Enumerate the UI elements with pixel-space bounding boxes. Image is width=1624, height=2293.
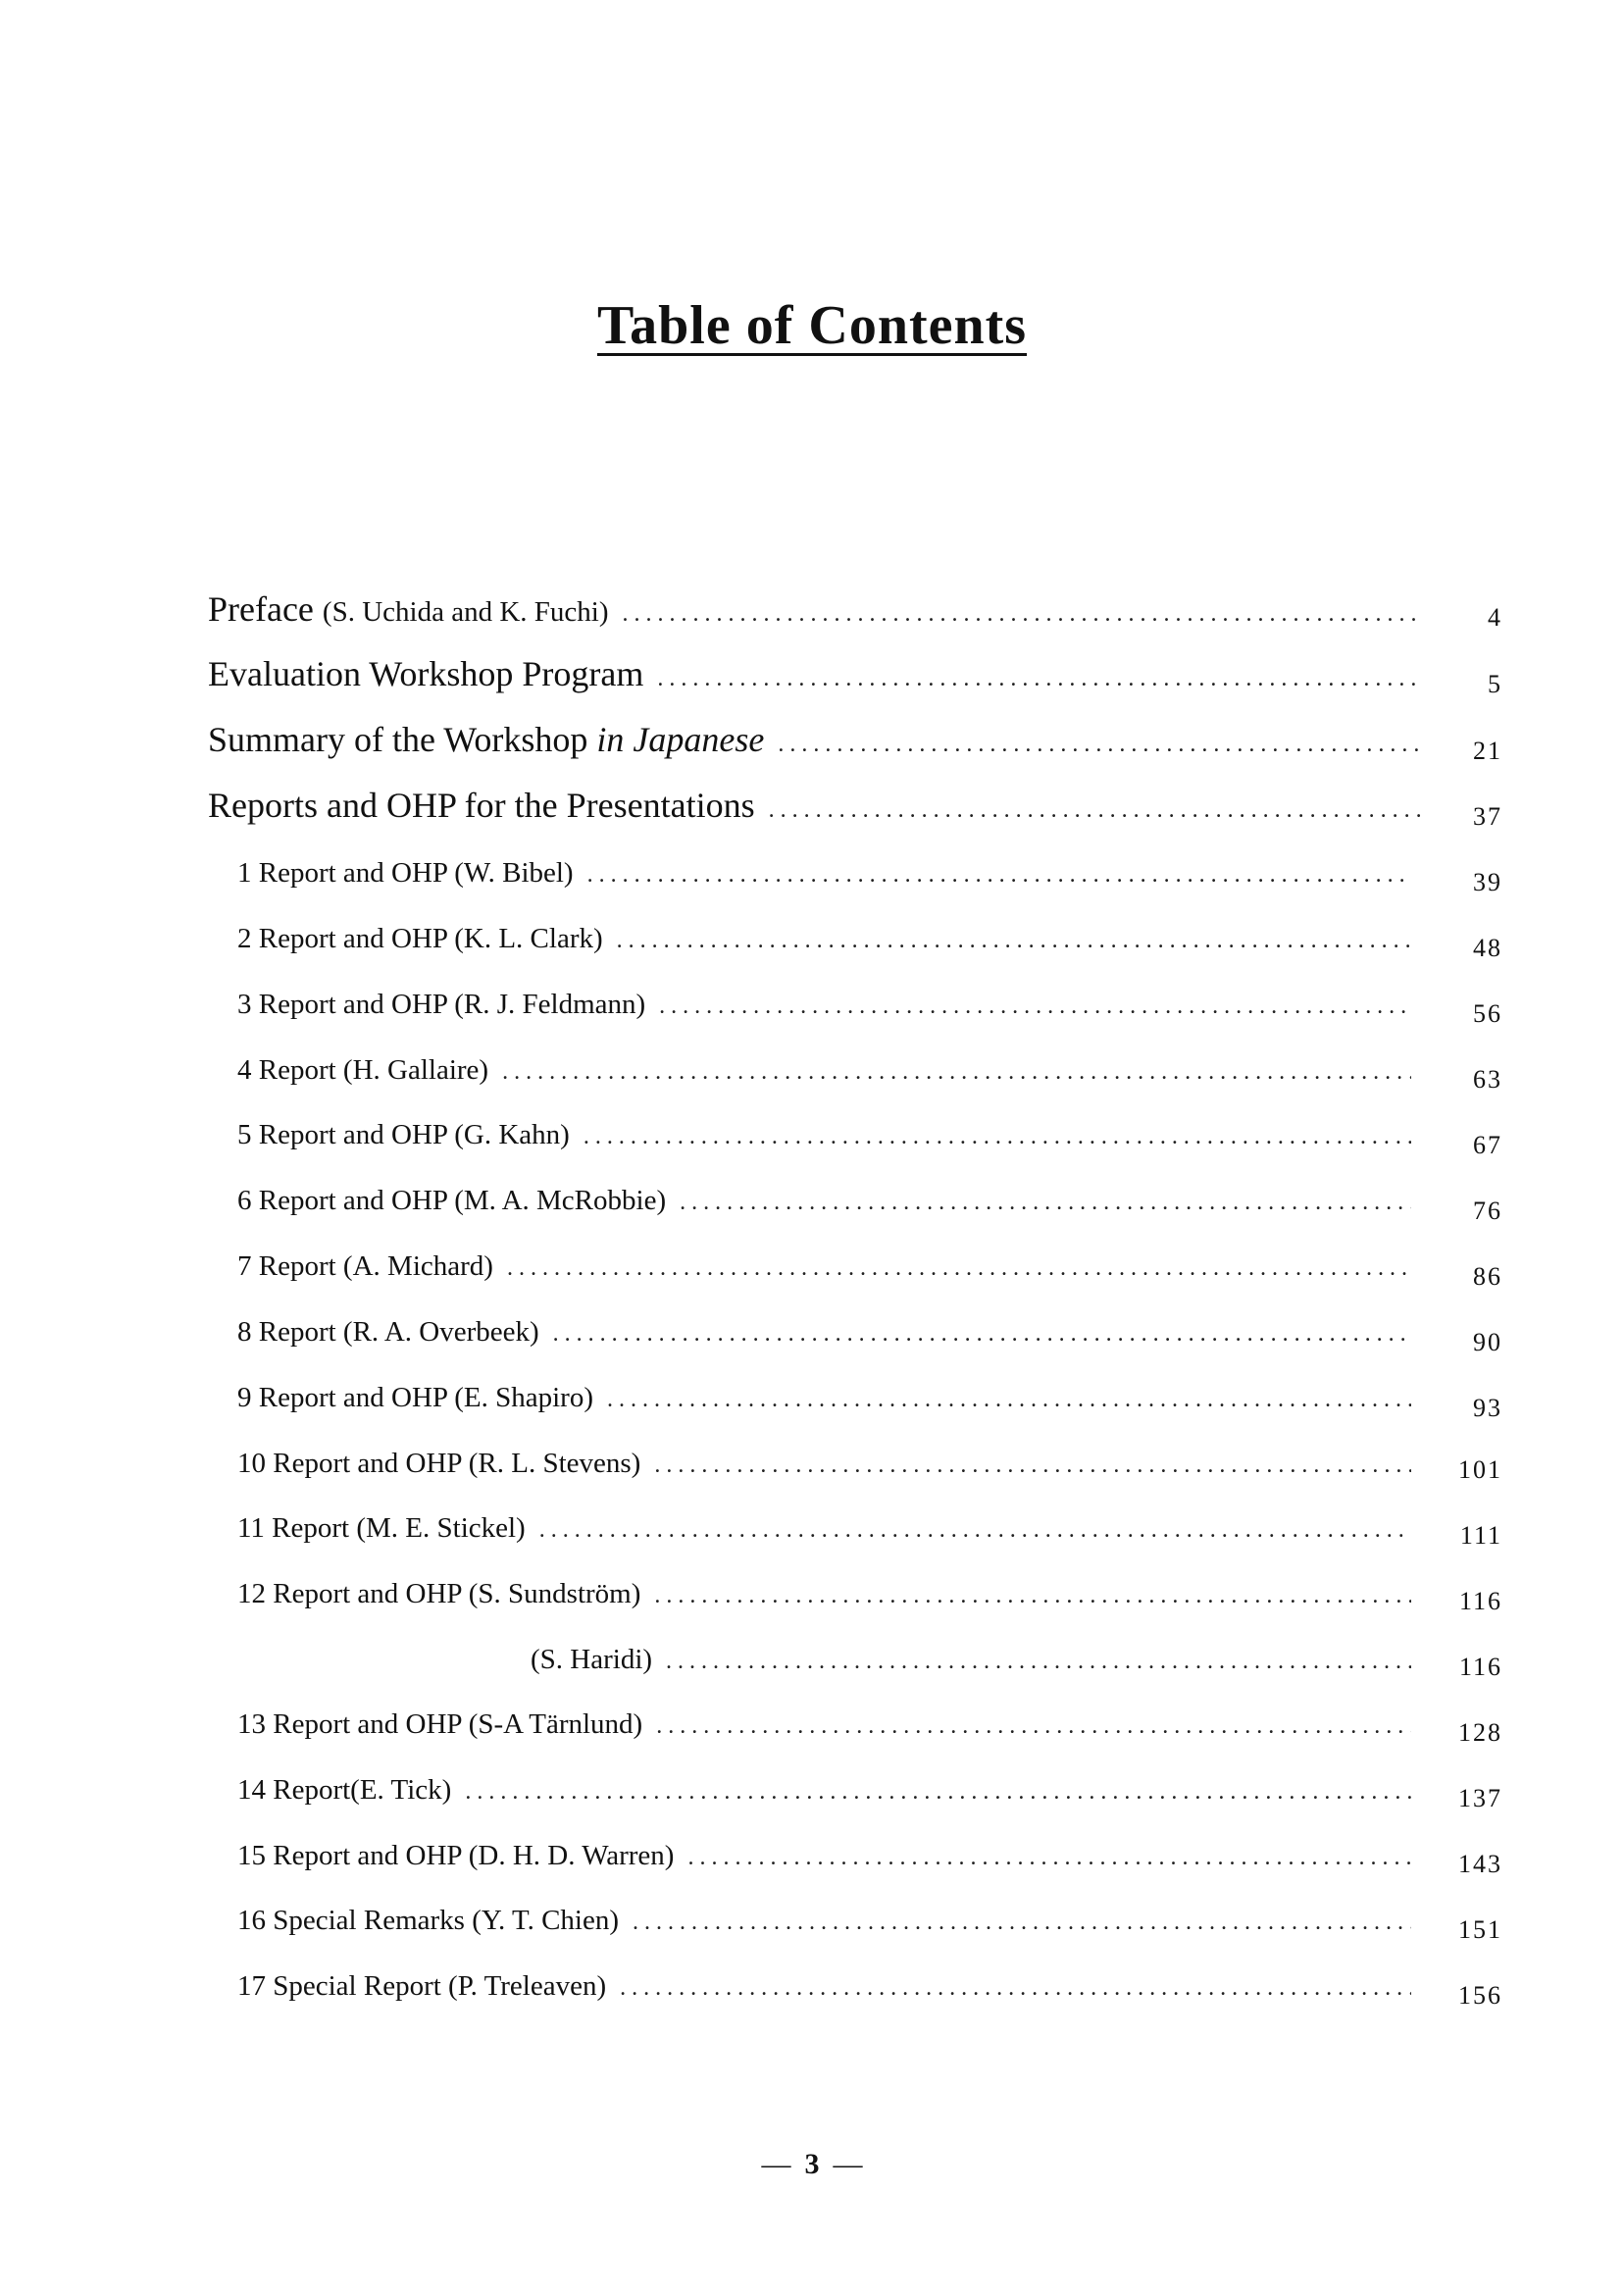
toc-page-number: 63: [1473, 1065, 1502, 1094]
toc-subentry-continuation: [531, 1644, 1423, 1676]
footer-dash-right: —: [833, 2148, 863, 2180]
dot-leader: [584, 1124, 1411, 1150]
toc-page-number: 93: [1473, 1394, 1502, 1422]
toc-page-number: 143: [1458, 1850, 1502, 1878]
toc-entry-program: [208, 653, 1433, 694]
toc-page-number: 137: [1458, 1784, 1502, 1812]
toc-entry-label: Evaluation Workshop Program: [208, 654, 644, 693]
toc-subentry-label: 10 Report and OHP (R. L. Stevens): [237, 1448, 641, 1479]
toc-subentry: [237, 1905, 1423, 1937]
toc-subentry: [237, 1185, 1423, 1217]
dot-leader: [502, 1059, 1411, 1086]
toc-subentry-label: 9 Report and OHP (E. Shapiro): [237, 1382, 593, 1413]
toc-page-number: 101: [1458, 1455, 1502, 1484]
toc-page-number: 5: [1488, 670, 1502, 698]
toc-subentry-label: 16 Special Remarks (Y. T. Chien): [237, 1905, 620, 1936]
toc-subentry-label: 2 Report and OHP (K. L. Clark): [237, 923, 603, 954]
dot-leader: [607, 1387, 1411, 1413]
dot-leader: [680, 1190, 1411, 1216]
dot-leader: [465, 1779, 1411, 1806]
toc-subentry: [237, 1316, 1423, 1349]
toc-page-number: 48: [1473, 934, 1502, 962]
toc-subentry: [237, 923, 1423, 955]
toc-subentry-label: 4 Report (H. Gallaire): [237, 1054, 489, 1086]
toc-page-number: 56: [1473, 999, 1502, 1028]
dot-leader: [659, 994, 1411, 1020]
dot-leader: [666, 1649, 1411, 1675]
dot-leader: [687, 1845, 1411, 1871]
toc-subentry: [237, 1250, 1423, 1283]
dot-leader: [633, 1910, 1411, 1936]
dot-leader: [769, 797, 1421, 824]
toc-subentry-label: (S. Haridi): [531, 1644, 653, 1675]
page-title-text: Table of Contents: [596, 295, 1028, 356]
toc-subentry-label: 13 Report and OHP (S-A Tärnlund): [237, 1708, 643, 1740]
toc-page-number: 39: [1473, 868, 1502, 896]
dot-leader: [654, 1452, 1411, 1479]
toc-page-number: 86: [1473, 1262, 1502, 1291]
toc-entry-authors: (S. Uchida and K. Fuchi): [322, 596, 609, 628]
toc-entry-preface: [208, 588, 1433, 630]
toc-subentry-label: 7 Report (A. Michard): [237, 1250, 493, 1282]
toc-page-number: 90: [1473, 1328, 1502, 1356]
toc-subentry: [237, 857, 1423, 890]
toc-page-number: 128: [1458, 1718, 1502, 1747]
toc-page-number: 21: [1473, 737, 1502, 765]
toc-subentry: [237, 1382, 1423, 1414]
toc-entry-label: Summary of the Workshop: [208, 720, 588, 759]
dot-leader: [553, 1321, 1411, 1348]
toc-subentry: [237, 1119, 1423, 1151]
toc-subentry: [237, 989, 1423, 1021]
dot-leader: [587, 862, 1411, 889]
dot-leader: [778, 732, 1421, 758]
toc-page-number: 67: [1473, 1131, 1502, 1159]
dot-leader: [656, 1713, 1411, 1740]
dot-leader: [620, 1975, 1411, 2002]
dot-leader: [539, 1517, 1411, 1544]
toc-page-number: 76: [1473, 1197, 1502, 1225]
dot-leader: [654, 1583, 1411, 1609]
toc-subentry-label: 15 Report and OHP (D. H. D. Warren): [237, 1840, 675, 1871]
toc-subentry-label: 11 Report (M. E. Stickel): [237, 1512, 526, 1544]
toc-subentry-label: 5 Report and OHP (G. Kahn): [237, 1119, 570, 1150]
toc-page-number: 116: [1458, 1587, 1502, 1615]
toc-page-number: 111: [1459, 1521, 1502, 1550]
toc-entry-summary: [208, 719, 1433, 760]
footer-page-number: 3: [804, 2148, 820, 2180]
dot-leader: [617, 928, 1411, 954]
toc-subentry-label: 8 Report (R. A. Overbeek): [237, 1316, 539, 1348]
toc-subentry-label: 1 Report and OHP (W. Bibel): [237, 857, 574, 889]
dot-leader: [622, 601, 1421, 628]
toc-subentry: [237, 1708, 1423, 1741]
toc-page-number: 116: [1458, 1653, 1502, 1681]
page-footer-number: [0, 2148, 1624, 2181]
toc-subentry: [237, 1054, 1423, 1087]
toc-entry-language: in Japanese: [596, 720, 765, 759]
toc-subentry: [237, 1774, 1423, 1807]
toc-page-number: 156: [1458, 1981, 1502, 2010]
toc-subentry: [237, 1578, 1423, 1610]
toc-subentry-label: 12 Report and OHP (S. Sundström): [237, 1578, 641, 1609]
toc-page-number: 4: [1488, 603, 1502, 632]
dot-leader: [657, 666, 1421, 692]
toc-subentry: [237, 1970, 1423, 2003]
toc-entry-reports: [208, 785, 1433, 826]
toc-subentry: [237, 1840, 1423, 1872]
dot-leader: [507, 1255, 1411, 1282]
toc-subentry-label: 17 Special Report (P. Treleaven): [237, 1970, 607, 2002]
toc-subentry-label: 6 Report and OHP (M. A. McRobbie): [237, 1185, 667, 1216]
toc-subentry: [237, 1448, 1423, 1480]
toc-subentry: [237, 1512, 1423, 1545]
toc-page-number: 37: [1473, 802, 1502, 831]
toc-subentry-label: 14 Report(E. Tick): [237, 1774, 452, 1806]
toc-entry-label: Reports and OHP for the Presentations: [208, 786, 755, 825]
toc-entry-label: Preface: [208, 589, 314, 629]
toc-subentry-label: 3 Report and OHP (R. J. Feldmann): [237, 989, 646, 1020]
toc-page-number: 151: [1458, 1915, 1502, 1944]
footer-dash-left: —: [761, 2148, 791, 2180]
